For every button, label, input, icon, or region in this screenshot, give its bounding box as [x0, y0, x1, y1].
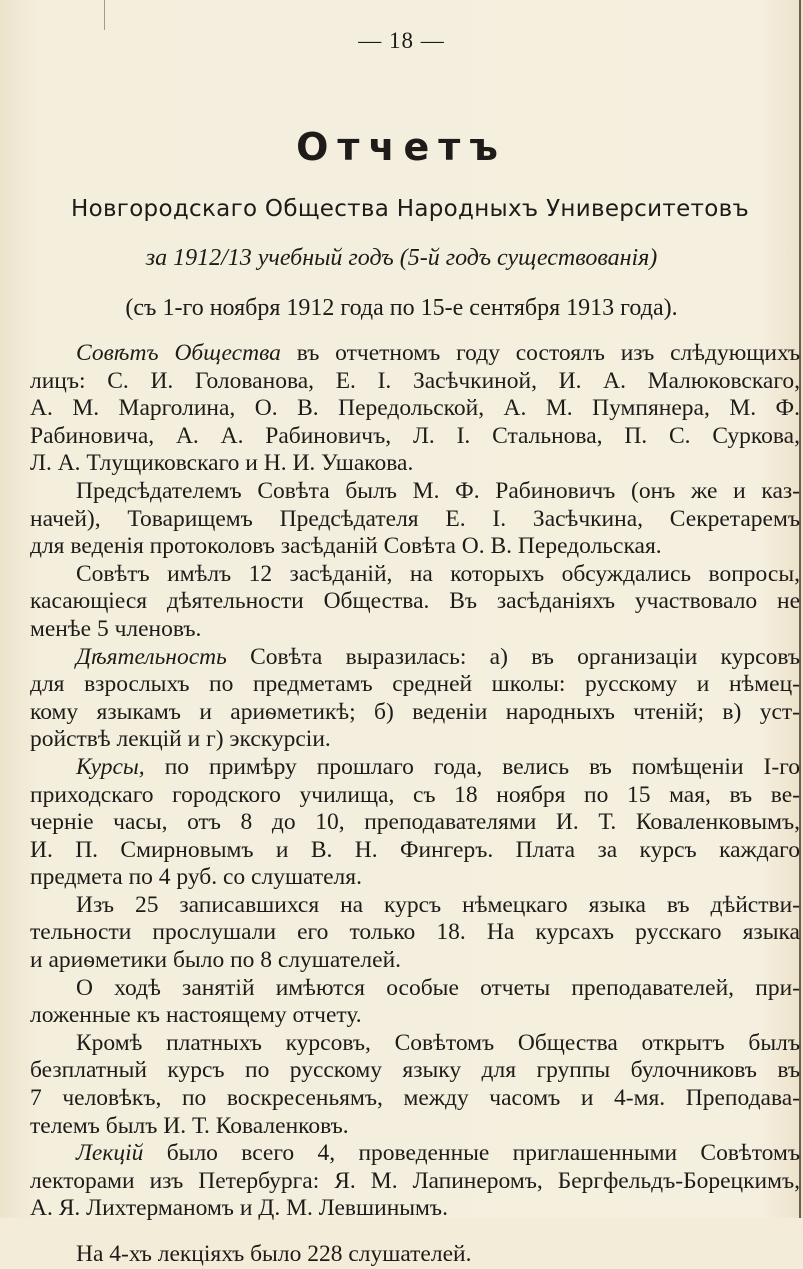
text-line: кому языкамъ и ариѳметикѣ; б) веденіи народныхъ чтеній; в) уст- [30, 698, 800, 725]
text-line: И. П. Смирновымъ и В. Н. Фингеръ. Плата за курсъ каждаго [30, 836, 800, 863]
academic-year-line: за 1912/13 учебный годъ (5-й годъ существованія) [145, 245, 658, 271]
text-line: А. М. Марголина, О. В. Передольской, А. М. Пумпянера, М. Ф. [30, 395, 800, 422]
text-line: Кромѣ платныхъ курсовъ, Совѣтомъ Общества открытъ былъ [76, 1029, 800, 1056]
report-title: Отчетъ [296, 125, 507, 169]
text-line: Л. А. Тлущиковскаго и Н. И. Ушакова. [30, 450, 414, 477]
paragraph [30, 754, 800, 892]
line-text: было всего 4, проведенные приглашенными Совѣтомъ [143, 1140, 800, 1167]
text-line: тельности прослушали его только 18. На курсахъ русскаго языка [30, 919, 800, 946]
paragraph [30, 561, 800, 644]
text-line: Совѣтъ имѣлъ 12 засѣданій, на которыхъ обсуждались вопросы, [76, 560, 800, 587]
text-line: Изъ 25 записавшихся на курсъ нѣмецкаго языка въ дѣйстви- [76, 891, 800, 918]
text-line: предмета по 4 руб. со слушателя. [30, 864, 362, 891]
text-line: для веденія протоколовъ засѣданій Совѣта О. В. Передольская. [30, 533, 662, 560]
text-line: ройствѣ лекцій и г) экскурсіи. [30, 726, 331, 753]
text-line: приходскаго городского училища, съ 18 ноября по 15 мая, въ ве- [30, 781, 800, 808]
report-body [30, 340, 800, 1269]
text-line: и ариѳметики было по 8 слушателей. [30, 947, 402, 974]
italic-lead: Курсы, [76, 753, 145, 780]
text-line [30, 754, 800, 782]
italic-lead: Лекцій [76, 1140, 144, 1167]
text-line: телемъ былъ И. Т. Коваленковъ. [30, 1112, 349, 1139]
text-line: касающіеся дѣятельности Общества. Въ засѣданіяхъ участвовало не [30, 588, 800, 615]
paragraph [30, 644, 800, 754]
paragraph [30, 1241, 800, 1269]
paragraph [30, 478, 800, 561]
text-line: для взрослыхъ по предметамъ средней школы: русскому и нѣмец- [30, 671, 800, 698]
page-number: — 18 — [358, 28, 445, 53]
italic-lead: Дѣятельность [76, 643, 227, 670]
paragraph [30, 975, 800, 1030]
text-line: На 4-хъ лекціяхъ было 228 слушателей. [76, 1241, 472, 1267]
text-line [30, 644, 800, 672]
text-line: А. Я. Лихтерманомъ и Д. М. Левшинымъ. [30, 1195, 448, 1222]
text-line: начей), Товарищемъ Предсѣдателя Е. І. Засѣчкина, Секретаремъ [30, 505, 800, 532]
text-line: Рабиновича, А. А. Рабиновичъ, Л. І. Стальнова, П. С. Суркова, [30, 422, 800, 449]
text-line: О ходѣ занятій имѣются особые отчеты преподавателей, при- [76, 974, 800, 1001]
paragraph-gap [30, 1223, 800, 1241]
text-line: черніе часы, отъ 8 до 10, преподавателями И. Т. Коваленковымъ, [30, 809, 800, 836]
text-line: 7 человѣкъ, по воскресеньямъ, между часомъ и 4-мя. Преподава- [30, 1085, 800, 1112]
text-line: Предсѣдателемъ Совѣта былъ М. Ф. Рабиновичъ (онъ же и каз- [76, 477, 800, 504]
paragraph [30, 1030, 800, 1140]
text-line: безплатный курсъ по русскому языку для группы булочниковъ въ [30, 1057, 800, 1084]
text-line: лекторами изъ Петербурга: Я. М. Лапинеромъ, Бергфельдъ-Борецкимъ, [30, 1167, 800, 1194]
paragraph [30, 1140, 800, 1223]
line-text: въ отчетномъ году состоялъ изъ слѣдующихъ [280, 340, 800, 366]
text-line: менѣе 5 членовъ. [30, 615, 202, 642]
italic-lead: Совѣтъ Общества [76, 340, 281, 366]
text-line: ложенные къ настоящему отчету. [30, 1002, 362, 1029]
text-line [30, 340, 800, 368]
line-text: Совѣта выразилась: а) въ организаціи курсовъ [226, 643, 800, 670]
text-line: лицъ: С. И. Голованова, Е. І. Засѣчкиной, И. А. Малюковскаго, [30, 367, 800, 394]
paragraph [30, 340, 800, 478]
paragraph [30, 892, 800, 975]
report-subtitle: Новгородскаго Общества Народныхъ Университетовъ [70, 196, 749, 222]
text-line [30, 1140, 800, 1168]
reporting-period-line: (съ 1-го ноября 1912 года по 15-е сентября 1913 года). [125, 295, 678, 321]
line-text: по примѣру прошлаго года, велись въ помѣщеніи І-го [144, 753, 800, 780]
scan-mark-top [104, 0, 105, 30]
